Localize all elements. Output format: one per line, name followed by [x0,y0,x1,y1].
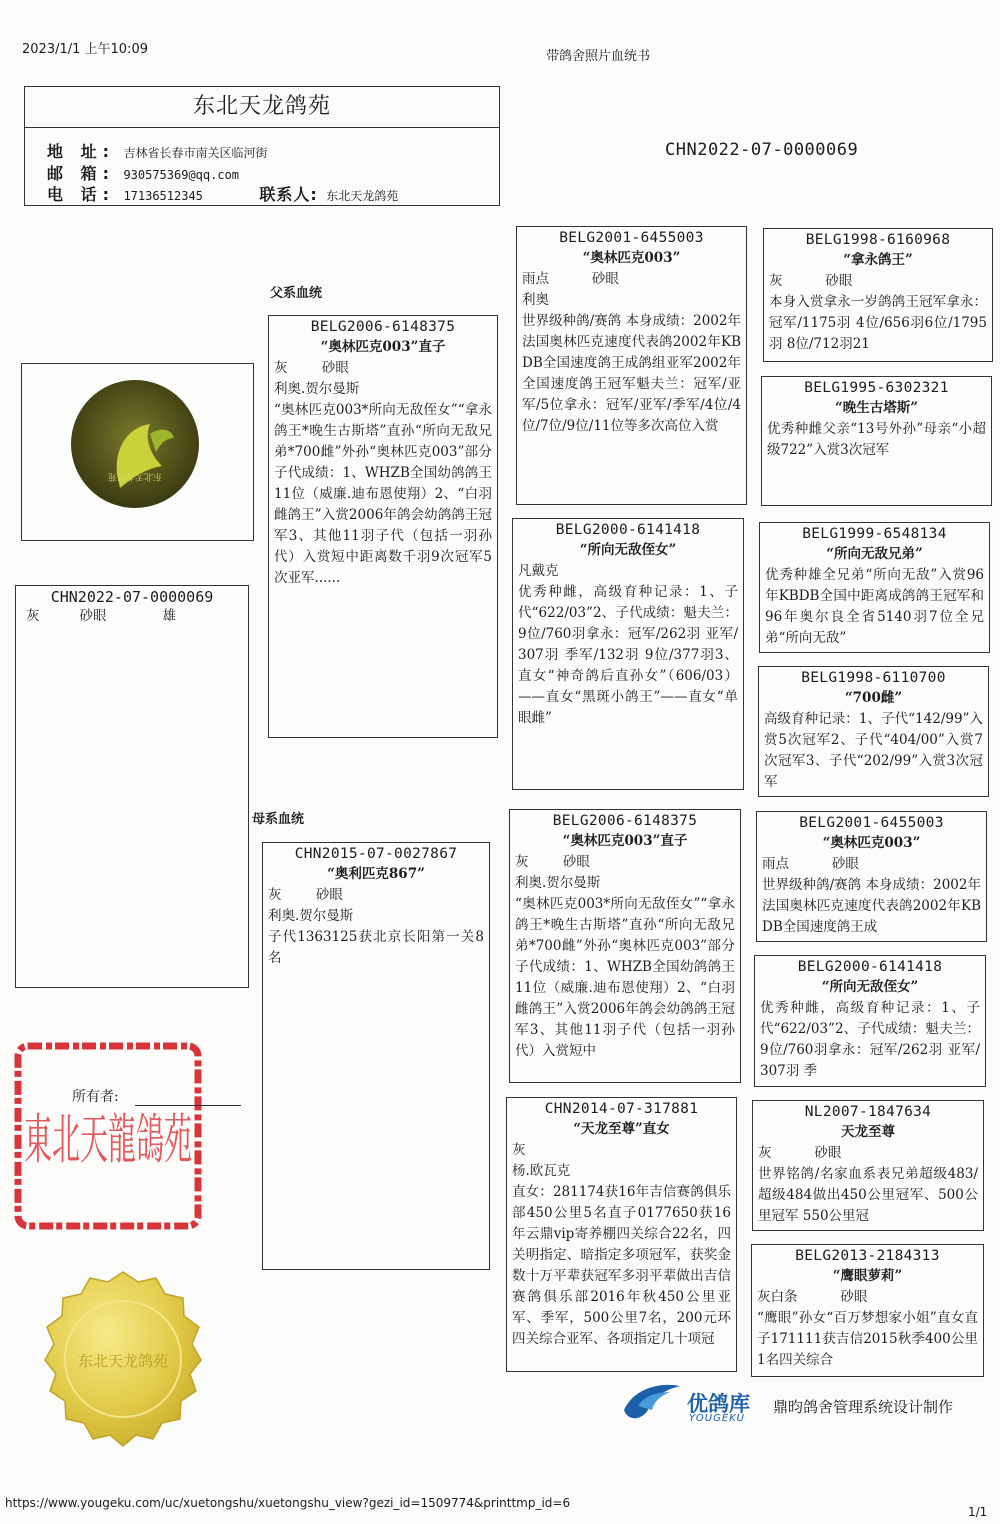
dam-notes: 子代1363125获北京长阳第一关8名 [268,929,484,966]
ddd-notes: “鹰眼”孙女“百万梦想家小姐”直女直子171111获吉信2015秋季400公里1名四关综合 [757,1310,978,1368]
loft-photo [21,363,254,541]
sss-ring: BELG1998-6160968 [805,232,951,248]
dam-sire-color-eye: 灰 砂眼 [515,854,590,870]
sire-dam-name: “所向无敌侄女” [579,542,677,558]
dam-dam-breeder: 杨.欧瓦克 [512,1163,571,1179]
brand-name: 优鸽库 [687,1392,750,1416]
owner-label: 所有者: [72,1089,119,1105]
sire-color-eye: 灰 砂眼 [274,360,349,376]
dam-sire-box [509,809,741,1083]
dam-color-eye: 灰 砂眼 [268,887,343,903]
brand-credit: 鼎昀鸽舍管理系统设计制作 [773,1398,954,1416]
dam-sire-name: “奥林匹克003”直子 [562,833,688,849]
ssd-ring: BELG1995-6302321 [804,380,949,396]
breeder-info-box [24,86,500,206]
email-row [47,161,239,184]
sire-breeder: 利奥.贺尔曼斯 [274,381,360,397]
dam-dam-name: “天龙至尊”直女 [573,1121,670,1137]
yougeku-logo-icon [620,1380,684,1424]
self-sex: 雄 [162,608,176,624]
sire-ring: BELG2006-6148375 [310,319,456,335]
sire-sire-name: “奥林匹克003” [582,250,681,266]
gold-seal-text: 东北天龙鸽苑 [77,1352,169,1370]
sire-sire-color-eye: 雨点 砂眼 [522,271,619,287]
dam-breeder: 利奥.贺尔曼斯 [268,908,354,924]
sdd-box [758,666,989,797]
dam-sire-ring: BELG2006-6148375 [552,813,698,829]
dam-dam-box [506,1097,737,1372]
dss-box [756,811,987,942]
sire-sire-breeder: 利奥 [522,292,549,308]
red-seal-stamp-icon [12,1040,204,1232]
sire-sire-box [516,226,747,505]
sire-sire-ring: BELG2001-6455003 [559,230,704,246]
sds-name: “所向无敌兄弟” [826,546,923,562]
sds-ring: BELG1999-6548134 [802,526,947,542]
dam-ring: CHN2015-07-0027867 [294,846,458,862]
address-label: 地 址: [47,142,115,161]
father-section-label: 父系血统 [270,286,323,301]
dam-dam-color: 灰 [512,1142,526,1158]
ddd-box [751,1244,984,1377]
print-url: https://www.yougeku.com/uc/xuetongshu/xuetongshu_view?gezi_id=1509774&printtmp_id=6 [5,1496,571,1510]
ssd-box [761,376,992,506]
loft-logo-icon [22,364,255,542]
dam-sire-notes: “奥林匹克003*所向无敌侄女”“拿永鸽王*晚生古斯塔”直孙“所向无敌兄弟*700雌”外孙“奥林匹克003”部分子代成绩：1、WHZB全国幼鸽鸽王11位（威廉.迪布恩使翔）2、“白羽雌鸽王”入赏2006年鸽会幼鸽鸽王冠军3、其他11羽子代（包括一羽孙代）入赏短中 [515,896,735,1059]
ssd-name: “晚生古塔斯” [834,400,919,416]
dsd-box [754,955,986,1087]
email-value: 930575369@qq.com [123,168,240,182]
sss-box [763,228,993,362]
sire-dam-notes: 优秀种雌，高级育种记录：1、子代“622/03”2、子代成绩：魁夫兰：9位/760羽拿永：冠军/262羽 亚军/307羽 季军/132羽 9位/377羽3、直女“神奇鸽后直孙女”（606/03）——直女“黑斑小鸽王”——直女“单眼雌” [518,584,738,726]
print-doc-title: 带鸽舍照片血统书 [546,49,651,64]
dds-name: 天龙至尊 [841,1124,895,1140]
gold-seal-icon [26,1268,220,1462]
sdd-ring: BELG1998-6110700 [801,670,946,686]
dsd-notes: 优秀种雌，高级育种记录：1、子代“622/03”2、子代成绩：魁夫兰：9位/760羽拿永：冠军/262羽 亚军/307羽 季 [760,1000,980,1079]
breeder-name: 东北天龙鸽苑 [25,87,499,128]
seal-text: 東北天龍鴿苑 [24,1108,192,1171]
dss-notes: 世界级种鸽/赛鸽 本身成绩：2002年法国奥林匹克速度代表鸽2002年KBDB全国速度鸽王成 [762,877,981,935]
self-color: 灰 [26,608,40,624]
sss-name: “拿永鸽王” [843,252,913,268]
self-pigeon-box [15,585,249,988]
contact-value: 东北天龙鸽苑 [326,189,399,203]
brand-subtitle: YOUGEKU [689,1413,745,1424]
ssd-notes: 优秀种雌父亲“13号外孙”母亲“小超级722”入赏3次冠军 [767,421,986,458]
dds-ring: NL2007-1847634 [804,1104,932,1120]
phone-value: 17136512345 [123,189,203,203]
dam-dam-ring: CHN2014-07-317881 [544,1101,699,1117]
self-ring: CHN2022-07-0000069 [50,588,214,606]
phone-row [47,182,398,205]
email-label: 邮 箱: [47,164,115,183]
dds-color-eye: 灰 砂眼 [758,1145,842,1161]
mother-section-label: 母系血统 [252,812,305,827]
sire-name: “奥林匹克003”直子 [320,339,446,355]
dam-name: “奥利匹克867” [327,866,425,882]
sss-notes: 本身入赏拿永一岁鸽鸽王冠军拿永：冠军/1175羽 4位/656羽6位/1795羽 8位/712羽21 [769,294,987,352]
dsd-ring: BELG2000-6141418 [797,959,943,975]
sire-notes: “奥林匹克003*所向无敌侄女”“拿永鸽王*晚生古斯塔”直孙“所向无敌兄弟*700雌”外孙“奥林匹克003”部分子代成绩：1、WHZB全国幼鸽鸽王11位（威廉.迪布恩使翔）2、“白羽雌鸽王”入赏2006年鸽会幼鸽鸽王冠军3、其他11羽子代（包括一羽孙代）入赏短中距离数千羽9次冠军5次亚军...... [274,402,492,586]
address-value: 吉林省长春市南关区临河街 [123,146,268,160]
sire-sire-notes: 世界级种鸽/赛鸽 本身成绩：2002年法国奥林匹克速度代表鸽2002年KBDB全国速度鸽王成鸽组亚军2002年全国速度鸽王冠军魁夫兰：冠军/亚军/5位拿永：冠军/亚军/季军/4位/4位/7位/9位/11位等多次高位入赏 [522,313,741,434]
print-datetime: 2023/1/1 上午10:09 [22,42,148,57]
self-eye: 砂眼 [79,608,107,624]
dds-box [752,1100,984,1231]
dam-box [262,842,490,1270]
address-row [47,139,267,162]
ddd-name: “鹰眼萝莉” [832,1268,903,1284]
sire-box [268,315,498,738]
sire-dam-breeder: 凡戴克 [518,563,559,579]
dss-ring: BELG2001-6455003 [799,815,944,831]
dam-sire-breeder: 利奥.贺尔曼斯 [515,875,601,891]
ddd-ring: BELG2013-2184313 [795,1248,940,1264]
logo-text: 东北天龙鸽苑 [107,471,163,481]
sdd-name: “700雌” [844,690,903,706]
sire-dam-ring: BELG2000-6141418 [555,522,701,538]
dsd-name: “所向无敌侄女” [821,979,919,995]
ddd-color-eye: 灰白条 砂眼 [757,1289,868,1305]
sss-color-eye: 灰 砂眼 [769,273,853,289]
dds-notes: 世界铭鸽/名家血系表兄弟超级483/超级484做出450公里冠军、500公里冠军 550公里冠 [758,1166,978,1224]
sdd-notes: 高级育种记录：1、子代“142/99”入赏5次冠军2、子代“404/00”入赏7次冠军3、子代“202/99”入赏3次冠军 [764,711,983,790]
dam-dam-notes: 直女：281174获16年吉信赛鸽俱乐部450公里5名直子0177650获16年云鼎vip寄养棚四关综合22名，四关明指定、暗指定多项冠军，获奖金数十万平辈获冠军多羽平辈做出吉信赛鸽俱乐部2016年秋450公里亚军、季军，500公里7名，200元环四关综合亚军、各项指定几十项冠 [512,1184,731,1347]
phone-label: 电 话: [47,185,115,204]
main-ring-number: CHN2022-07-0000069 [665,140,859,160]
dss-color-eye: 雨点 砂眼 [762,856,859,872]
sire-dam-box [512,518,744,790]
contact-label: 联系人: [259,185,318,204]
dss-name: “奥林匹克003” [822,835,921,851]
sds-notes: 优秀种雄全兄弟“所向无敌”入赏96年KBDB全国中距离成鸽鸽王冠军和96年奥尔良全省5140羽7位全兄弟“所向无敌” [765,567,984,646]
self-attributes [16,606,248,626]
page-number: 1/1 [968,1505,988,1519]
sds-box [759,522,990,653]
owner-signature-line [135,1105,241,1106]
